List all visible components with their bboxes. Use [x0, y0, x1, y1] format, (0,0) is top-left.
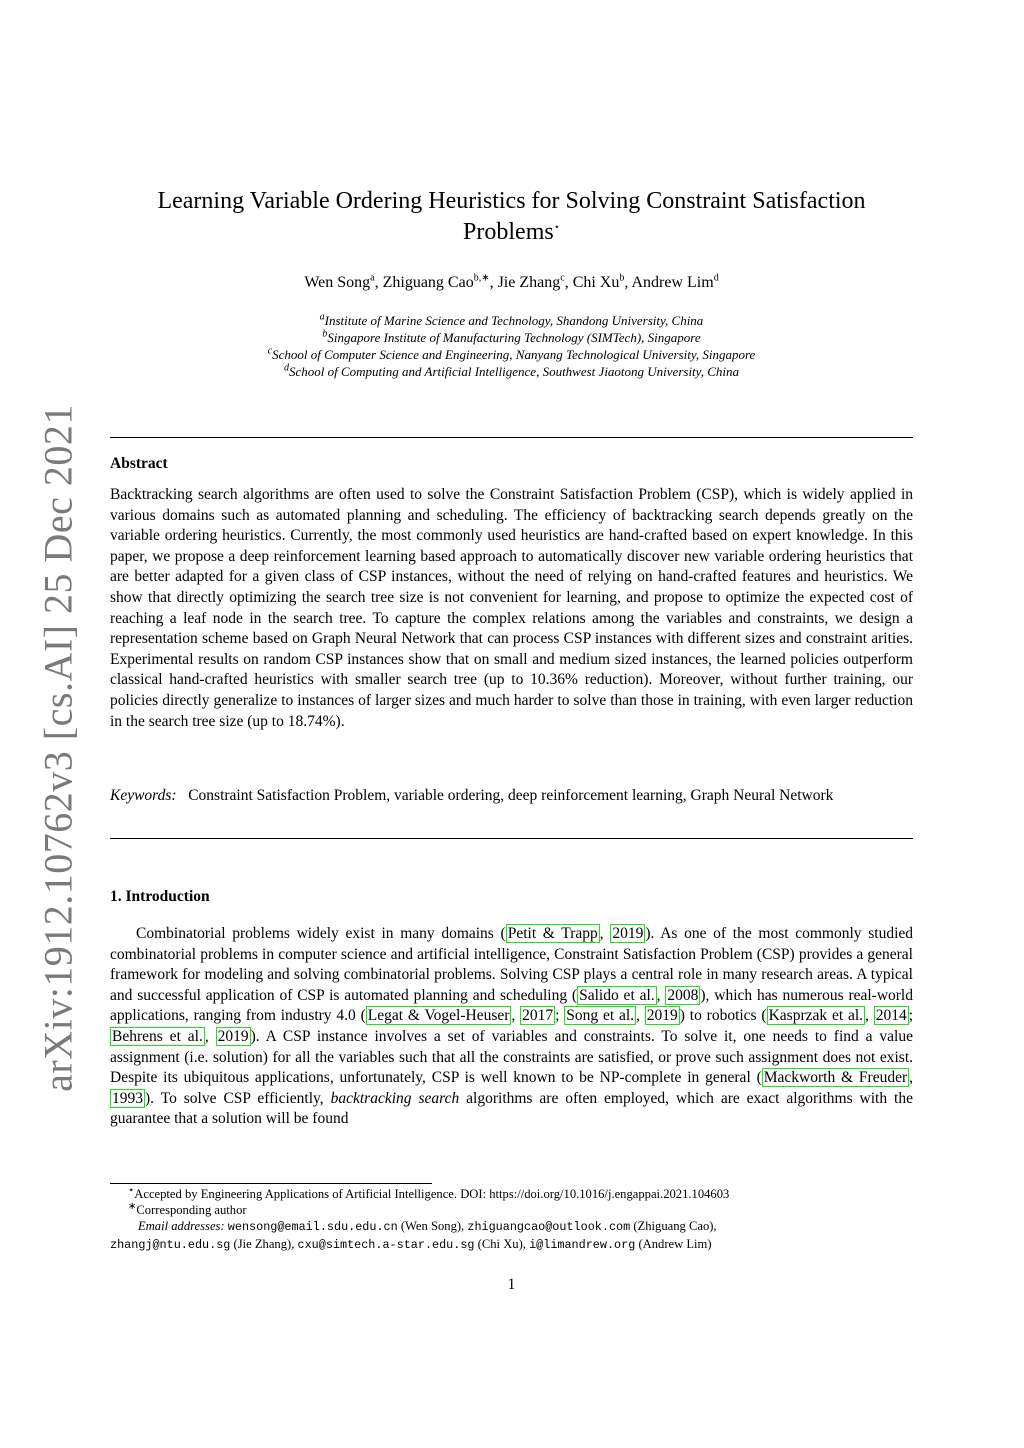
arxiv-identifier: arXiv:1912.10762v3 [cs.AI] 25 Dec 2021: [35, 404, 81, 1092]
email-link[interactable]: zhangj@ntu.edu.sg: [110, 1237, 231, 1252]
abstract-top-rule: [110, 437, 913, 438]
keywords: [110, 786, 913, 807]
footnote-accepted: ⋆Accepted by Engineering Applications of Artificial Intelligence. DOI: https://doi.org/10.1016/j.engappai.2021.104603: [128, 1184, 730, 1201]
email-link[interactable]: zhiguangcao@outlook.com: [467, 1220, 631, 1235]
footnote-rule: [110, 1183, 432, 1184]
author: Zhiguang Cao$^{b,∗}$: [382, 272, 490, 291]
citation-year-link[interactable]: 2014: [875, 1007, 907, 1025]
abstract-text: Backtracking search algorithms are often used to solve the Constraint Satisfaction Problem (CSP), which is widely applied in various domains such as automated planning and scheduling. The efficiency of backtracking search depends greatly on the variable ordering heuristics. Currently, the most commonly used heuristics are hand-crafted based on expert knowledge. In this paper, we propose a deep reinforcement learning based approach to automatically discover new variable ordering heuristics that are better adapted for a given class of CSP instances, without the need of relying on hand-crafted features and heuristics. We show that directly optimizing the search tree size is not convenient for learning, and propose to optimize the expected cost of reaching a leaf node in the search tree. To capture the complex relations among the variables and constraints, we design a representation scheme based on Graph Neural Network that can process CSP instances with different sizes and constraint arities. Experimental results on random CSP instances show that on small and medium sized instances, the learned policies outperform classical hand-crafted heuristics with smaller search tree (up to 10.36% reduction). Moreover, without further training, our policies directly generalize to instances of larger sizes and much harder to solve than those in training, with even larger reduction in the search tree size (up to 18.74%).: [110, 486, 913, 730]
affiliation: $^c$School of Computer Science and Engineering, Nanyang Technological University, Singapore: [267, 345, 756, 362]
citation-link[interactable]: Behrens et al.: [112, 1027, 203, 1045]
citation-year-link[interactable]: 2017: [522, 1007, 554, 1025]
author: Chi Xu$^b$: [572, 272, 625, 291]
citation-year-link[interactable]: 2008: [667, 986, 699, 1004]
affiliation: $^b$Singapore Institute of Manufacturing Technology (SIMTech), Singapore: [322, 328, 701, 345]
section-heading-introduction: 1. Introduction: [110, 888, 210, 905]
footnote-emails-continued: zhangj@ntu.edu.sg (Jie Zhang), cxu@simtech.a-star.edu.sg (Chi Xu), i@limandrew.org (Andrew Lim): [110, 1236, 712, 1252]
citation-year-link[interactable]: 2019: [612, 925, 644, 942]
footnote-emails: Email addresses: wensong@email.sdu.edu.cn (Wen Song), zhiguangcao@outlook.com (Zhiguang Cao),: [138, 1219, 717, 1235]
citation-year-link[interactable]: 1993: [112, 1089, 143, 1107]
abstract-bottom-rule: [110, 838, 913, 839]
page-number: 1: [507, 1276, 516, 1293]
introduction-paragraph: Combinatorial problems widely exist in many domains ( Petit & Trapp , 2019 ). As one of the most commonly studied combinatorial problems in computer science and artificial intelligence, Constraint Satisfaction Problem (CSP) provides a general framework for modeling and solving combinatorial problems. Solving CSP plays a central role in many research areas. A typical and successful application of CSP is automated planning and scheduling ( Salido et al. , 2008 ), which has numerous real-world applications, ranging from industry 4.0 ( Legat & Vogel-Heuser , 2017 ; Song et al. , 2019 ) to robotics ( Kasprzak et al. , 2014 ; Behrens et al. , 2019 ). A CSP instance involves a set of variables and constraints. To solve it, one needs to find a value assignment (i.e. solution) for all the variables such that all the constraints are satisfied, or prove such assignment does not exist. Despite its ubiquitous applications, unfortunately, CSP is well known to be NP-complete in general ( Mackworth & Freuder , 1993 ). To solve CSP efficiently, backtracking search algorithms are often employed, which are exact algorithms with the guarantee that a solution will be found: [110, 925, 914, 1128]
email-link[interactable]: cxu@simtech.a-star.edu.sg: [297, 1237, 475, 1252]
citation-year-link[interactable]: 2019: [646, 1007, 678, 1025]
email-link[interactable]: wensong@email.sdu.edu.cn: [227, 1220, 398, 1235]
citation-link[interactable]: Kasprzak et al.: [768, 1007, 864, 1025]
footnotes: [110, 1186, 913, 1253]
author-list: Wen Song$^a$, Zhiguang Cao$^{b,∗}$, Jie Zhang$^c$, Chi Xu$^b$, Andrew Lim$^d$: [304, 272, 719, 291]
affiliation: $^a$Institute of Marine Science and Technology, Shandong University, China: [319, 311, 704, 328]
title-line-2: Problems: [463, 219, 554, 245]
citation-link[interactable]: Legat & Vogel-Heuser: [367, 1007, 510, 1025]
footnote-corresponding: ∗Corresponding author: [128, 1201, 247, 1218]
citation-year-link[interactable]: 2019: [217, 1027, 249, 1045]
email-link[interactable]: i@limandrew.org: [529, 1237, 636, 1252]
author: Wen Song$^a$: [304, 272, 375, 291]
abstract-heading: Abstract: [110, 455, 168, 472]
citation-link[interactable]: Mackworth & Freuder: [763, 1069, 908, 1087]
title-line-1: Learning Variable Ordering Heuristics for Solving Constraint Satisfaction: [157, 188, 866, 214]
keywords-label: Keywords:: [110, 787, 177, 804]
affiliation-list: [110, 312, 913, 380]
author: Andrew Lim$^d$: [631, 272, 719, 291]
keywords-text: Constraint Satisfaction Problem, variable ordering, deep reinforcement learning, Graph Neural Network: [188, 787, 834, 804]
citation-link[interactable]: Salido et al.: [579, 986, 655, 1004]
author: Jie Zhang$^c$: [497, 272, 565, 291]
affiliation: $^d$School of Computing and Artificial Intelligence, Southwest Jiaotong University, China: [283, 362, 740, 379]
paper-title: [110, 186, 913, 248]
title-footnote-mark: ⋆: [553, 222, 560, 233]
citation-link[interactable]: Song et al.: [566, 1007, 635, 1025]
citation-link[interactable]: Petit & Trapp: [507, 925, 598, 942]
